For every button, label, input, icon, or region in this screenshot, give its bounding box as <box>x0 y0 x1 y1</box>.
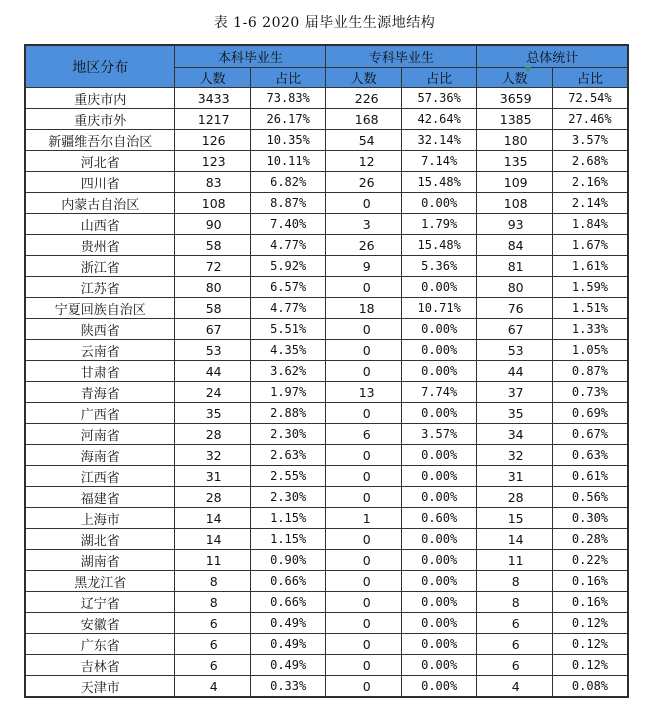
table-row <box>25 277 628 298</box>
undergrad-ratio-cell: 1.15% <box>250 529 326 550</box>
total-count-cell: 15 <box>477 508 552 529</box>
region-cell: 宁夏回族自治区 <box>25 298 175 319</box>
total-ratio-cell: 72.54% <box>552 88 628 109</box>
vocational-count-cell: 0 <box>326 634 401 655</box>
table-row <box>25 298 628 319</box>
undergrad-ratio-cell: 1.97% <box>250 382 326 403</box>
total-count-cell: 8 <box>477 592 552 613</box>
total-count-cell: 80 <box>477 277 552 298</box>
header-group-undergrad: 本科毕业生 <box>175 45 326 68</box>
vocational-count-cell: 6 <box>326 424 401 445</box>
total-ratio-cell: 27.46% <box>552 109 628 130</box>
undergrad-ratio-cell: 26.17% <box>250 109 326 130</box>
table-row <box>25 445 628 466</box>
region-cell: 湖北省 <box>25 529 175 550</box>
table-row <box>25 613 628 634</box>
undergrad-ratio-cell: 4.77% <box>250 298 326 319</box>
region-cell: 上海市 <box>25 508 175 529</box>
region-cell: 福建省 <box>25 487 175 508</box>
total-count-cell: 109 <box>477 172 552 193</box>
vocational-ratio-cell: 32.14% <box>401 130 477 151</box>
vocational-ratio-cell: 0.00% <box>401 466 477 487</box>
total-ratio-cell: 0.30% <box>552 508 628 529</box>
region-cell: 湖南省 <box>25 550 175 571</box>
undergrad-ratio-cell: 4.35% <box>250 340 326 361</box>
total-count-cell: 93 <box>477 214 552 235</box>
header-count: 人数 <box>175 68 250 88</box>
vocational-ratio-cell: 0.00% <box>401 193 477 214</box>
table-caption: 表 1-6 2020 届毕业生生源地结构 <box>213 15 436 31</box>
total-count-cell: 8 <box>477 571 552 592</box>
header-ratio: 占比 <box>552 68 628 88</box>
vocational-ratio-cell: 0.60% <box>401 508 477 529</box>
vocational-ratio-cell: 7.74% <box>401 382 477 403</box>
region-cell: 黑龙江省 <box>25 571 175 592</box>
undergrad-count-cell: 67 <box>175 319 250 340</box>
total-ratio-cell: 0.28% <box>552 529 628 550</box>
vocational-count-cell: 0 <box>326 466 401 487</box>
vocational-count-cell: 26 <box>326 235 401 256</box>
total-count-cell: 44 <box>477 361 552 382</box>
vocational-ratio-cell: 1.79% <box>401 214 477 235</box>
undergrad-ratio-cell: 2.88% <box>250 403 326 424</box>
table-row <box>25 403 628 424</box>
total-ratio-cell: 1.51% <box>552 298 628 319</box>
vocational-count-cell: 0 <box>326 487 401 508</box>
table-row <box>25 508 628 529</box>
region-cell: 四川省 <box>25 172 175 193</box>
total-ratio-cell: 1.33% <box>552 319 628 340</box>
table-row <box>25 592 628 613</box>
vocational-ratio-cell: 0.00% <box>401 361 477 382</box>
undergrad-count-cell: 58 <box>175 235 250 256</box>
table-body <box>25 88 628 698</box>
undergrad-count-cell: 58 <box>175 298 250 319</box>
undergrad-count-cell: 126 <box>175 130 250 151</box>
region-cell: 云南省 <box>25 340 175 361</box>
total-ratio-cell: 3.57% <box>552 130 628 151</box>
vocational-ratio-cell: 0.00% <box>401 655 477 676</box>
region-cell: 重庆市外 <box>25 109 175 130</box>
table-row <box>25 214 628 235</box>
region-cell: 新疆维吾尔自治区 <box>25 130 175 151</box>
region-cell: 山西省 <box>25 214 175 235</box>
total-count-cell: 4 <box>477 676 552 698</box>
table-row <box>25 172 628 193</box>
table-row <box>25 529 628 550</box>
vocational-count-cell: 0 <box>326 319 401 340</box>
undergrad-ratio-cell: 3.62% <box>250 361 326 382</box>
total-count-cell: 180 <box>477 130 552 151</box>
total-ratio-cell: 0.73% <box>552 382 628 403</box>
vocational-ratio-cell: 10.71% <box>401 298 477 319</box>
total-count-cell: 84 <box>477 235 552 256</box>
undergrad-ratio-cell: 7.40% <box>250 214 326 235</box>
undergrad-count-cell: 6 <box>175 634 250 655</box>
undergrad-count-cell: 31 <box>175 466 250 487</box>
undergrad-count-cell: 3433 <box>175 88 250 109</box>
undergrad-ratio-cell: 73.83% <box>250 88 326 109</box>
header-group-total: 总体统计 <box>477 45 628 68</box>
region-cell: 浙江省 <box>25 256 175 277</box>
total-ratio-cell: 0.56% <box>552 487 628 508</box>
table-row <box>25 88 628 109</box>
undergrad-ratio-cell: 2.55% <box>250 466 326 487</box>
undergrad-count-cell: 108 <box>175 193 250 214</box>
vocational-count-cell: 0 <box>326 571 401 592</box>
table-row <box>25 151 628 172</box>
total-count-cell: 28 <box>477 487 552 508</box>
vocational-count-cell: 0 <box>326 550 401 571</box>
region-cell: 重庆市内 <box>25 88 175 109</box>
total-count-cell: 108 <box>477 193 552 214</box>
undergrad-count-cell: 53 <box>175 340 250 361</box>
vocational-ratio-cell: 0.00% <box>401 277 477 298</box>
region-cell: 河北省 <box>25 151 175 172</box>
vocational-count-cell: 13 <box>326 382 401 403</box>
vocational-ratio-cell: 0.00% <box>401 571 477 592</box>
table-row <box>25 235 628 256</box>
region-cell: 辽宁省 <box>25 592 175 613</box>
vocational-ratio-cell: 42.64% <box>401 109 477 130</box>
table-row <box>25 109 628 130</box>
vocational-count-cell: 12 <box>326 151 401 172</box>
table-row <box>25 550 628 571</box>
total-ratio-cell: 0.63% <box>552 445 628 466</box>
region-cell: 甘肃省 <box>25 361 175 382</box>
total-ratio-cell: 0.12% <box>552 655 628 676</box>
total-count-cell: 35 <box>477 403 552 424</box>
total-count-cell: 135 <box>477 151 552 172</box>
vocational-count-cell: 26 <box>326 172 401 193</box>
vocational-ratio-cell: 0.00% <box>401 592 477 613</box>
table-row <box>25 193 628 214</box>
undergrad-ratio-cell: 0.66% <box>250 592 326 613</box>
origin-structure-table <box>24 44 629 698</box>
undergrad-ratio-cell: 1.15% <box>250 508 326 529</box>
undergrad-count-cell: 32 <box>175 445 250 466</box>
vocational-count-cell: 0 <box>326 676 401 698</box>
region-cell: 安徽省 <box>25 613 175 634</box>
region-cell: 江西省 <box>25 466 175 487</box>
undergrad-count-cell: 72 <box>175 256 250 277</box>
undergrad-count-cell: 14 <box>175 529 250 550</box>
vocational-ratio-cell: 0.00% <box>401 403 477 424</box>
region-cell: 贵州省 <box>25 235 175 256</box>
total-ratio-cell: 2.16% <box>552 172 628 193</box>
undergrad-count-cell: 123 <box>175 151 250 172</box>
total-ratio-cell: 0.69% <box>552 403 628 424</box>
undergrad-ratio-cell: 0.66% <box>250 571 326 592</box>
vocational-ratio-cell: 0.00% <box>401 445 477 466</box>
undergrad-count-cell: 6 <box>175 613 250 634</box>
table-row <box>25 256 628 277</box>
undergrad-ratio-cell: 0.49% <box>250 613 326 634</box>
total-ratio-cell: 2.14% <box>552 193 628 214</box>
total-ratio-cell: 0.67% <box>552 424 628 445</box>
total-ratio-cell: 0.22% <box>552 550 628 571</box>
vocational-ratio-cell: 7.14% <box>401 151 477 172</box>
undergrad-ratio-cell: 0.49% <box>250 634 326 655</box>
undergrad-ratio-cell: 0.49% <box>250 655 326 676</box>
table-row <box>25 361 628 382</box>
region-cell: 广西省 <box>25 403 175 424</box>
undergrad-ratio-cell: 2.30% <box>250 424 326 445</box>
undergrad-ratio-cell: 10.11% <box>250 151 326 172</box>
region-cell: 内蒙古自治区 <box>25 193 175 214</box>
undergrad-count-cell: 83 <box>175 172 250 193</box>
header-region: 地区分布 <box>25 45 175 88</box>
table-row <box>25 634 628 655</box>
total-ratio-cell: 2.68% <box>552 151 628 172</box>
total-count-cell: 6 <box>477 655 552 676</box>
vocational-ratio-cell: 0.00% <box>401 340 477 361</box>
total-ratio-cell: 1.05% <box>552 340 628 361</box>
total-count-cell: 76 <box>477 298 552 319</box>
region-cell: 青海省 <box>25 382 175 403</box>
total-ratio-cell: 1.67% <box>552 235 628 256</box>
undergrad-count-cell: 4 <box>175 676 250 698</box>
total-count-cell: 37 <box>477 382 552 403</box>
header-count: 人数 <box>326 68 401 88</box>
total-ratio-cell: 0.87% <box>552 361 628 382</box>
vocational-count-cell: 3 <box>326 214 401 235</box>
vocational-count-cell: 54 <box>326 130 401 151</box>
region-cell: 天津市 <box>25 676 175 698</box>
vocational-ratio-cell: 0.00% <box>401 634 477 655</box>
total-ratio-cell: 0.61% <box>552 466 628 487</box>
undergrad-ratio-cell: 0.90% <box>250 550 326 571</box>
vocational-count-cell: 0 <box>326 529 401 550</box>
vocational-ratio-cell: 0.00% <box>401 529 477 550</box>
undergrad-count-cell: 28 <box>175 487 250 508</box>
total-ratio-cell: 1.84% <box>552 214 628 235</box>
vocational-ratio-cell: 5.36% <box>401 256 477 277</box>
undergrad-count-cell: 44 <box>175 361 250 382</box>
total-count-cell: 34 <box>477 424 552 445</box>
undergrad-ratio-cell: 6.57% <box>250 277 326 298</box>
vocational-count-cell: 0 <box>326 445 401 466</box>
undergrad-count-cell: 90 <box>175 214 250 235</box>
total-count-cell: 6 <box>477 634 552 655</box>
header-ratio: 占比 <box>250 68 326 88</box>
undergrad-ratio-cell: 10.35% <box>250 130 326 151</box>
undergrad-ratio-cell: 0.33% <box>250 676 326 698</box>
undergrad-count-cell: 28 <box>175 424 250 445</box>
vocational-ratio-cell: 0.00% <box>401 487 477 508</box>
total-count-cell: 32 <box>477 445 552 466</box>
undergrad-count-cell: 35 <box>175 403 250 424</box>
vocational-count-cell: 0 <box>326 277 401 298</box>
table-row <box>25 676 628 698</box>
vocational-ratio-cell: 0.00% <box>401 550 477 571</box>
table-row <box>25 466 628 487</box>
undergrad-ratio-cell: 6.82% <box>250 172 326 193</box>
vocational-count-cell: 9 <box>326 256 401 277</box>
total-count-cell: 53 <box>477 340 552 361</box>
total-count-cell: 3659 <box>477 88 552 109</box>
table-row <box>25 319 628 340</box>
vocational-ratio-cell: 15.48% <box>401 235 477 256</box>
total-count-cell: 1385 <box>477 109 552 130</box>
region-cell: 江苏省 <box>25 277 175 298</box>
total-count-cell: 6 <box>477 613 552 634</box>
table-row <box>25 655 628 676</box>
total-ratio-cell: 0.16% <box>552 571 628 592</box>
region-cell: 陕西省 <box>25 319 175 340</box>
region-cell: 海南省 <box>25 445 175 466</box>
undergrad-count-cell: 80 <box>175 277 250 298</box>
vocational-count-cell: 0 <box>326 592 401 613</box>
undergrad-count-cell: 24 <box>175 382 250 403</box>
undergrad-ratio-cell: 8.87% <box>250 193 326 214</box>
undergrad-count-cell: 8 <box>175 571 250 592</box>
vocational-count-cell: 0 <box>326 340 401 361</box>
table-row <box>25 424 628 445</box>
header-ratio: 占比 <box>401 68 477 88</box>
vocational-count-cell: 0 <box>326 613 401 634</box>
total-ratio-cell: 0.16% <box>552 592 628 613</box>
vocational-count-cell: 0 <box>326 655 401 676</box>
vocational-count-cell: 226 <box>326 88 401 109</box>
total-ratio-cell: 0.12% <box>552 613 628 634</box>
undergrad-ratio-cell: 2.63% <box>250 445 326 466</box>
vocational-count-cell: 0 <box>326 361 401 382</box>
header-group-vocational: 专科毕业生 <box>326 45 477 68</box>
vocational-count-cell: 18 <box>326 298 401 319</box>
total-count-cell: 11 <box>477 550 552 571</box>
table-row <box>25 487 628 508</box>
undergrad-ratio-cell: 4.77% <box>250 235 326 256</box>
undergrad-count-cell: 1217 <box>175 109 250 130</box>
vocational-count-cell: 0 <box>326 403 401 424</box>
total-ratio-cell: 1.59% <box>552 277 628 298</box>
table-row <box>25 130 628 151</box>
vocational-ratio-cell: 57.36% <box>401 88 477 109</box>
table-header <box>25 45 628 88</box>
vocational-ratio-cell: 15.48% <box>401 172 477 193</box>
table-row <box>25 382 628 403</box>
vocational-ratio-cell: 3.57% <box>401 424 477 445</box>
vocational-count-cell: 168 <box>326 109 401 130</box>
total-count-cell: 81 <box>477 256 552 277</box>
vocational-count-cell: 0 <box>326 193 401 214</box>
total-ratio-cell: 1.61% <box>552 256 628 277</box>
undergrad-count-cell: 6 <box>175 655 250 676</box>
undergrad-count-cell: 11 <box>175 550 250 571</box>
undergrad-ratio-cell: 5.92% <box>250 256 326 277</box>
vocational-ratio-cell: 0.00% <box>401 676 477 698</box>
vocational-count-cell: 1 <box>326 508 401 529</box>
total-count-cell: 67 <box>477 319 552 340</box>
total-ratio-cell: 0.12% <box>552 634 628 655</box>
vocational-ratio-cell: 0.00% <box>401 613 477 634</box>
region-cell: 河南省 <box>25 424 175 445</box>
undergrad-count-cell: 8 <box>175 592 250 613</box>
total-count-cell: 31 <box>477 466 552 487</box>
total-ratio-cell: 0.08% <box>552 676 628 698</box>
table-row <box>25 571 628 592</box>
vocational-ratio-cell: 0.00% <box>401 319 477 340</box>
comment-marker-icon <box>525 67 531 72</box>
region-cell: 广东省 <box>25 634 175 655</box>
region-cell: 吉林省 <box>25 655 175 676</box>
total-count-cell: 14 <box>477 529 552 550</box>
table-row <box>25 340 628 361</box>
undergrad-count-cell: 14 <box>175 508 250 529</box>
undergrad-ratio-cell: 5.51% <box>250 319 326 340</box>
header-count: 人数 <box>477 68 552 88</box>
undergrad-ratio-cell: 2.30% <box>250 487 326 508</box>
